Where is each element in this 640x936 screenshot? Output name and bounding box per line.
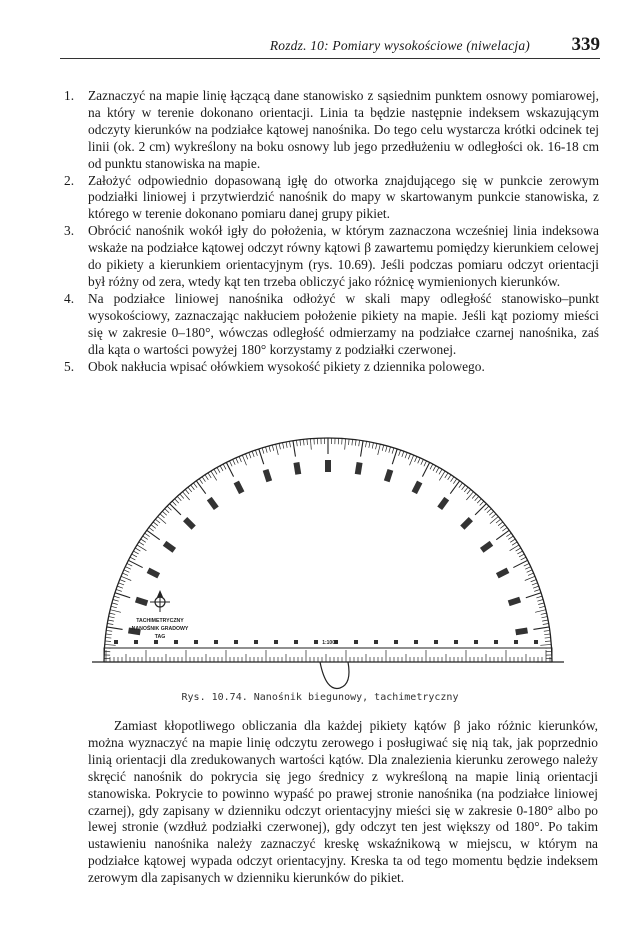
step-text: Założyć odpowiednio dopasowaną igłę do otworka znajdującego się w punkcie zerowym podziałki liniowej i przytwierdzić nanośnik do mapy w skartowanym punkcie stanowiska, z którego w terenie dokonano pomiaru danej grupy pikiet. <box>88 172 599 222</box>
arc-tick <box>502 528 507 532</box>
arc-tick <box>105 644 116 645</box>
linear-label-mark <box>174 640 178 644</box>
arc-tick <box>527 570 532 572</box>
arc-tick <box>453 479 456 484</box>
linear-label-mark <box>394 640 398 644</box>
arc-tick <box>205 475 208 480</box>
arc-label-mark <box>183 517 196 530</box>
arc-tick <box>286 442 287 448</box>
compass-rose-icon <box>150 590 170 612</box>
arc-tick <box>430 464 433 469</box>
arc-tick <box>191 485 195 490</box>
arc-tick <box>151 525 156 529</box>
arc-tick <box>544 634 550 635</box>
arc-tick <box>194 483 198 488</box>
arc-tick <box>143 536 148 539</box>
step-text: Obok nakłucia wpisać ołówkiem wysokość pikiety z dziennika polowego. <box>88 358 485 374</box>
arc-tick <box>534 589 540 591</box>
figure-label-3: TAG <box>154 634 166 640</box>
arc-label-mark <box>234 481 245 494</box>
arc-tick <box>300 440 301 446</box>
arc-tick <box>147 530 160 539</box>
linear-label-mark <box>354 640 358 644</box>
arc-tick <box>113 600 119 602</box>
arc-tick <box>467 489 471 494</box>
step-number: 4. <box>64 290 75 306</box>
arc-tick <box>508 536 513 539</box>
step-item <box>64 359 599 376</box>
step-item <box>64 88 599 173</box>
arc-tick <box>490 517 498 524</box>
step-item <box>64 291 599 359</box>
arc-label-mark <box>437 497 449 510</box>
arc-tick <box>512 542 517 545</box>
arc-tick <box>445 473 448 478</box>
step-number: 2. <box>64 172 75 188</box>
figure-label-1: TACHIMETRYCZNY <box>136 618 184 624</box>
arc-tick <box>283 443 284 449</box>
arc-tick <box>540 644 551 645</box>
linear-label-mark <box>254 640 258 644</box>
arc-tick <box>114 596 120 598</box>
arc-tick <box>402 451 404 457</box>
arc-tick <box>399 450 401 456</box>
arc-tick <box>120 580 126 582</box>
arc-tick <box>415 456 417 462</box>
arc-tick <box>118 583 124 585</box>
arc-tick <box>105 641 111 642</box>
linear-label-mark <box>194 640 198 644</box>
linear-label-mark <box>294 640 298 644</box>
step-text: Na podziałce liniowej nanośnika odłożyć w skali mapy odległość stanowisko–punkt wysokościowy, zaznaczając nakłuciem położenie pikiety na mapie. Jeśli kąt poziomy mieści się w zakresie 0–180°, wówczas odległość odmierzamy na podziałce czarnej nanośnika, zaś dla kąta o wartości powyżej 180° korzystamy z podziałki czerwonej. <box>88 290 599 357</box>
arc-tick <box>500 525 505 529</box>
linear-label-mark <box>114 640 118 644</box>
arc-tick <box>524 563 529 566</box>
step-text: Obrócić nanośnik wokół igły do położenia, w którym zaznaczona wcześniej linia indeksowa wskaże na podziałce kątowej odczyt równy kątowi β zawartemu pomiędzy kierunkiem celowej do pikiety a kierunkiem orientacyjnym (rys. 10.69). Jeśli podczas pomiaru odczyt orientacji był różny od zera, wtedy kąt ten trzeba obliczyć jako różnicę wymienionych kierunków. <box>88 223 599 289</box>
arc-tick <box>249 452 251 458</box>
center-notch <box>320 662 349 688</box>
protractor-drawing <box>78 430 578 692</box>
arc-tick <box>545 637 551 638</box>
arc-tick <box>175 499 179 503</box>
figure-label-2: NANOŚNIK GRADOWY <box>131 626 189 632</box>
arc-tick <box>386 446 388 452</box>
arc-tick <box>352 439 353 445</box>
arc-tick <box>202 477 205 482</box>
arc-tick <box>349 439 350 445</box>
arc-tick <box>517 551 522 554</box>
arc-tick <box>242 455 246 465</box>
arc-tick <box>111 606 117 608</box>
arc-tick <box>116 589 122 591</box>
arc-tick <box>196 481 205 494</box>
arc-label-mark <box>384 469 393 482</box>
arc-tick <box>141 539 146 542</box>
arc-tick <box>421 459 424 464</box>
arc-tick <box>533 586 539 588</box>
arc-tick <box>127 563 132 566</box>
arc-tick <box>145 533 150 536</box>
arc-tick <box>106 634 112 635</box>
arc-tick <box>436 467 439 472</box>
arc-tick <box>382 445 384 451</box>
arc-tick <box>345 439 346 450</box>
arc-tick <box>125 567 130 570</box>
arc-tick <box>233 459 236 464</box>
arc-tick <box>519 554 524 557</box>
arc-tick <box>199 479 202 484</box>
arc-tick <box>105 637 111 638</box>
arc-tick <box>130 557 135 560</box>
linear-label-mark <box>414 640 418 644</box>
arc-label-mark <box>480 541 493 553</box>
arc-tick <box>135 548 140 551</box>
arc-tick <box>293 441 296 457</box>
step-number: 3. <box>64 223 75 239</box>
arc-tick <box>535 610 546 613</box>
arc-tick <box>272 445 274 451</box>
arc-tick <box>433 466 436 471</box>
linear-label-mark <box>374 640 378 644</box>
arc-tick <box>365 441 366 447</box>
arc-tick <box>355 440 356 446</box>
arc-tick <box>149 528 154 532</box>
arc-tick <box>109 613 115 614</box>
arc-tick <box>155 519 160 523</box>
arc-tick <box>525 567 530 570</box>
arc-tick <box>544 630 550 631</box>
arc-tick <box>541 617 547 618</box>
step-item <box>64 223 599 291</box>
arc-tick <box>451 477 454 482</box>
arc-tick <box>170 504 181 515</box>
arc-tick <box>128 560 142 567</box>
arc-tick <box>180 494 184 499</box>
arc-label-mark <box>412 481 423 494</box>
arc-tick <box>276 444 279 455</box>
arc-tick <box>533 627 549 630</box>
arc-tick <box>153 522 158 526</box>
arc-tick <box>539 606 545 608</box>
arc-label-mark <box>496 568 509 579</box>
arc-tick <box>378 444 381 455</box>
arc-tick <box>369 442 370 448</box>
linear-label-mark <box>234 640 238 644</box>
arc-tick <box>376 443 377 449</box>
header-rule <box>60 58 600 59</box>
arc-tick <box>545 641 551 642</box>
protractor-figure <box>78 430 578 692</box>
arc-tick <box>439 469 442 474</box>
linear-label-mark <box>514 640 518 644</box>
arc-tick <box>543 623 549 624</box>
page-header <box>60 36 600 60</box>
arc-tick <box>506 533 511 536</box>
arc-tick <box>160 514 165 518</box>
arc-label-mark <box>135 597 148 606</box>
arc-tick <box>122 573 128 575</box>
arc-tick <box>537 600 543 602</box>
arc-tick <box>389 447 391 453</box>
arc-tick <box>496 519 501 523</box>
arc-tick <box>252 451 254 457</box>
arc-tick <box>475 496 479 500</box>
linear-scale-frame <box>104 648 552 662</box>
step-number: 1. <box>64 88 75 103</box>
arc-tick <box>239 456 241 462</box>
arc-tick <box>158 517 166 524</box>
arc-tick <box>107 627 123 630</box>
arc-tick <box>296 440 297 446</box>
arc-tick <box>188 487 192 492</box>
arc-tick <box>106 630 112 631</box>
arc-tick <box>538 603 544 605</box>
linear-label-mark <box>434 640 438 644</box>
arc-tick <box>310 439 311 450</box>
arc-tick <box>361 441 364 457</box>
arc-label-mark <box>163 541 176 553</box>
arc-label-mark <box>293 462 301 475</box>
arc-tick <box>541 613 547 614</box>
arc-tick <box>172 501 176 505</box>
linear-label-mark <box>274 640 278 644</box>
arc-tick <box>422 462 429 476</box>
step-text: Zaznaczyć na mapie linię łączącą dane stanowisko z sąsiednim punktem osnowy pomiarowej, na który w terenie dokonano orientacji. Linia ta będzie następnie indeksem wskazującym odczyty kierunków na podziałce kątowej nanośnika. Do tego celu wystarcza krótki odcinek tej linii (ok. 2 cm) wykreślony na boku osnowy lub jego przedłużeniu w odległości ok. 16-18 cm od punktu stanowiska na mapie. <box>88 88 599 171</box>
arc-tick <box>489 511 493 515</box>
arc-tick <box>279 443 280 449</box>
arc-label-mark <box>263 469 272 482</box>
arc-tick <box>229 461 232 466</box>
linear-label-mark <box>314 640 318 644</box>
arc-tick <box>269 446 271 452</box>
arc-tick <box>185 489 189 494</box>
arc-tick <box>139 542 144 545</box>
arc-tick <box>531 580 537 582</box>
arc-tick <box>459 483 463 488</box>
arc-tick <box>424 461 427 466</box>
step-item <box>64 173 599 224</box>
arc-tick <box>255 450 257 456</box>
arc-tick <box>405 452 407 458</box>
arc-tick <box>223 464 226 469</box>
arc-tick <box>220 466 223 471</box>
arc-tick <box>448 475 451 480</box>
arc-label-mark <box>207 497 219 510</box>
body-paragraph: Zamiast kłopotliwego obliczania dla każdej pikiety kątów β jako różnic kierunków, można wyznaczyć na mapie linię odczytu zerowego i posługiwać się nią tak, jak poprzednio linią orientacji dla zredukowanych wartości kątów. Dla znalezienia kierunku zerowego należy skręcić nanośnik do pokrycia się jego średnicy z wykreśloną na mapie linią orientacji stanowiska. Pokrycie to powinno wypaść po prawej stronie nanośnika (na podziałce liniowej czarnej), gdy zapisany w dzienniku odczyt orientacyjny mieści się w zakresie 0-180° albo po lewej stronie (wzdłuż podziałki czerwonej), gdy odczyt ten jest większy od 180°. Po takim ustawieniu nanośnika należy zaznaczyć kreskę wskaźnikową w miejscu, w którym na podziałce kątowej wypada odczyt orientacyjny. Kreska ta od tego momentu będzie indeksem zerowym dla zapisanych w dzienniku kierunków do pikiet. <box>88 718 598 886</box>
linear-label-mark <box>454 640 458 644</box>
arc-tick <box>487 509 491 513</box>
linear-label-mark <box>534 640 538 644</box>
arc-tick <box>496 530 509 539</box>
arc-tick <box>110 610 121 613</box>
arc-tick <box>236 458 238 463</box>
arc-tick <box>162 511 166 515</box>
arc-tick <box>392 448 394 454</box>
arc-tick <box>510 539 515 542</box>
arc-tick <box>466 492 473 500</box>
arc-tick <box>303 439 304 445</box>
arc-tick <box>289 441 290 447</box>
arc-label-mark <box>355 462 363 475</box>
arc-tick <box>108 620 114 621</box>
arc-tick <box>477 499 481 503</box>
arc-label-mark <box>515 627 528 635</box>
arc-tick <box>226 462 233 476</box>
arc-tick <box>525 576 535 580</box>
arc-tick <box>167 506 171 510</box>
arc-tick <box>109 617 115 618</box>
arc-tick <box>462 485 466 490</box>
arc-tick <box>528 573 534 575</box>
arc-tick <box>208 473 211 478</box>
arc-tick <box>183 492 190 500</box>
arc-tick <box>121 576 131 580</box>
arc-tick <box>117 586 123 588</box>
arc-tick <box>408 454 410 460</box>
arc-tick <box>521 557 526 560</box>
arc-tick <box>485 506 489 510</box>
arc-tick <box>132 554 137 557</box>
arc-tick <box>450 481 459 494</box>
chapter-title: Rozdz. 10: Pomiary wysokościowe (niwelacja) <box>269 38 530 53</box>
arc-tick <box>475 504 486 515</box>
arc-tick <box>464 487 468 492</box>
figure-caption: Rys. 10.74. Nanośnik biegunowy, tachimetryczny <box>181 692 459 703</box>
arc-tick <box>217 467 220 472</box>
arc-tick <box>165 509 169 513</box>
arc-tick <box>266 447 268 453</box>
page-number: 339 <box>571 34 600 55</box>
arc-tick <box>246 454 248 460</box>
arc-label-mark <box>325 460 331 472</box>
arc-tick <box>536 596 542 598</box>
arc-tick <box>112 603 118 605</box>
linear-label-mark <box>154 640 158 644</box>
arc-tick <box>372 443 373 449</box>
arc-tick <box>177 496 181 500</box>
linear-label-mark <box>134 640 138 644</box>
arc-tick <box>133 551 138 554</box>
arc-tick <box>418 458 420 463</box>
arc-tick <box>262 448 264 454</box>
scale-label: 1:1000 <box>322 640 338 646</box>
arc-tick <box>542 620 548 621</box>
arc-tick <box>410 455 414 465</box>
arc-tick <box>359 440 360 446</box>
arc-tick <box>513 560 527 567</box>
arc-tick <box>492 514 497 518</box>
step-number: 5. <box>64 358 75 374</box>
arc-tick <box>498 522 503 526</box>
arc-label-mark <box>147 568 160 579</box>
procedure-steps <box>64 88 599 375</box>
arc-tick <box>532 583 538 585</box>
linear-label-mark <box>214 640 218 644</box>
arc-tick <box>472 494 476 499</box>
arc-label-mark <box>508 597 521 606</box>
arc-label-mark <box>460 517 473 530</box>
arc-tick <box>107 623 113 624</box>
arc-tick <box>516 548 521 551</box>
arc-tick <box>307 439 308 445</box>
linear-label-mark <box>494 640 498 644</box>
arc-tick <box>214 469 217 474</box>
linear-label-mark <box>474 640 478 644</box>
arc-tick <box>124 570 129 572</box>
arc-tick <box>480 501 484 505</box>
